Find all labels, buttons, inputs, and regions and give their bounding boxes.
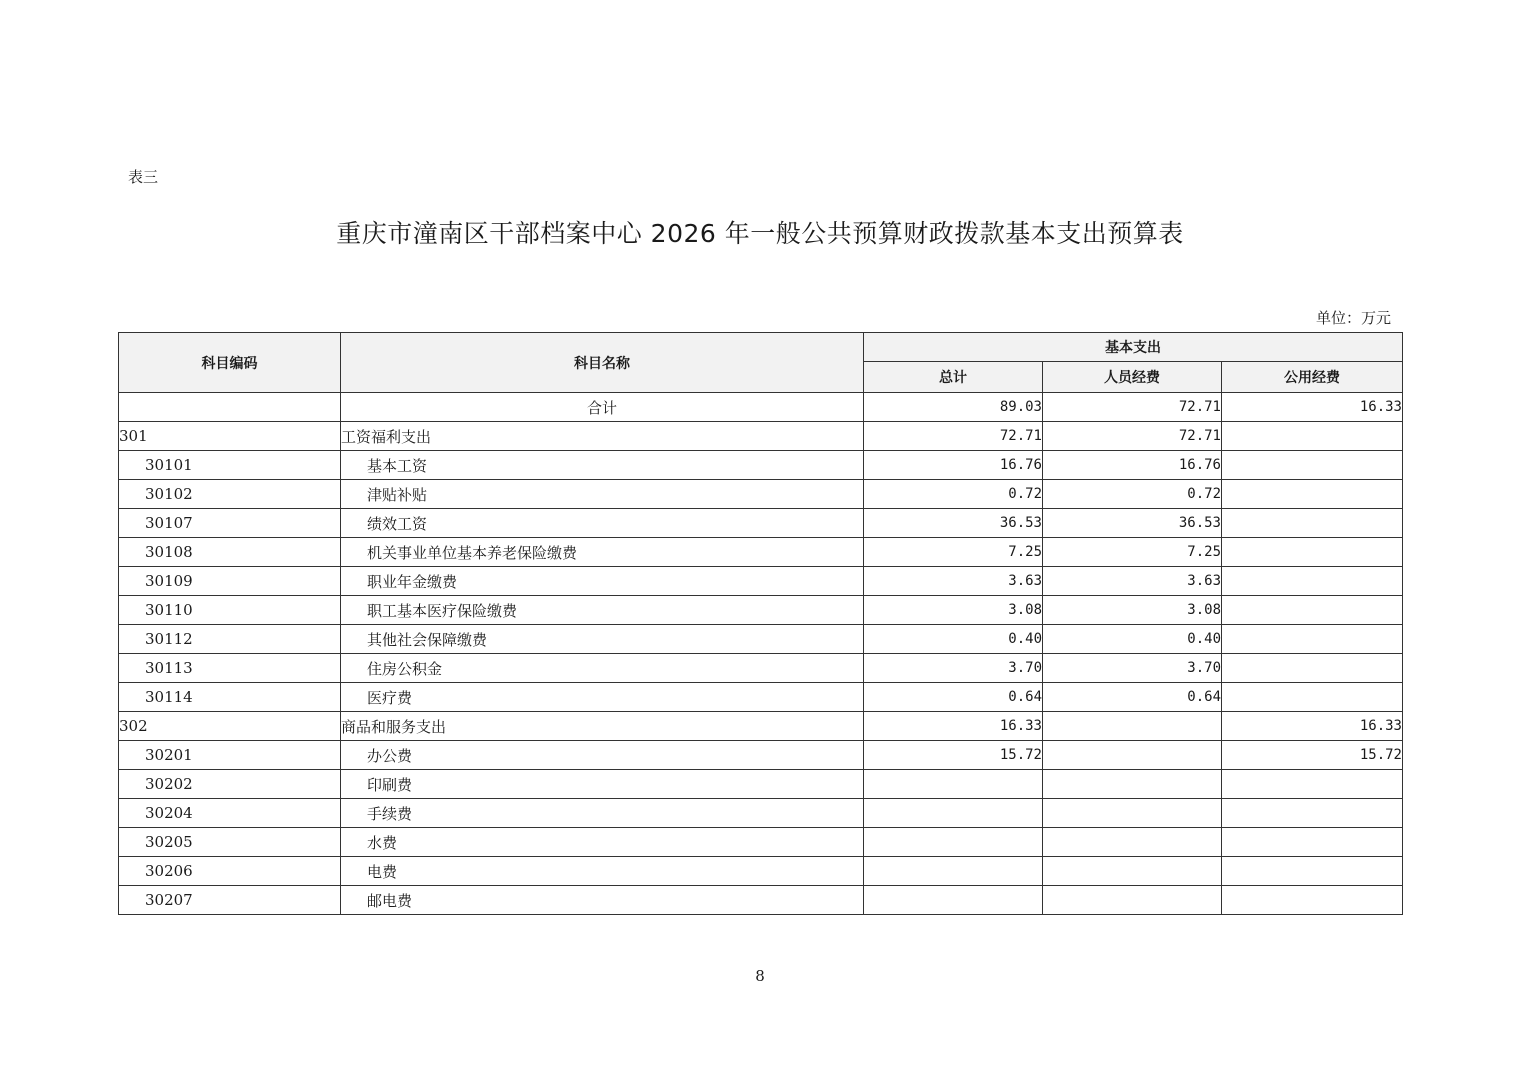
cell-public-expense <box>1222 857 1403 886</box>
table-body <box>119 393 1403 915</box>
cell-total: 0.72 <box>864 480 1043 509</box>
cell-total: 16.76 <box>864 451 1043 480</box>
cell-public-expense <box>1222 770 1403 799</box>
cell-total: 36.53 <box>864 509 1043 538</box>
cell-subject-name: 工资福利支出 <box>341 422 864 451</box>
cell-personnel-expense: 3.70 <box>1043 654 1222 683</box>
table-row <box>119 799 1403 828</box>
cell-subject-name: 住房公积金 <box>341 654 864 683</box>
cell-subject-code: 30114 <box>119 683 341 712</box>
header-subject-code: 科目编码 <box>119 333 341 393</box>
cell-personnel-expense: 7.25 <box>1043 538 1222 567</box>
cell-subject-code: 30202 <box>119 770 341 799</box>
cell-subject-code: 30207 <box>119 886 341 915</box>
table-row <box>119 712 1403 741</box>
cell-subject-name: 电费 <box>341 857 864 886</box>
unit-label: 单位：万元 <box>1315 309 1391 327</box>
cell-public-expense: 16.33 <box>1222 393 1403 422</box>
cell-public-expense <box>1222 451 1403 480</box>
cell-public-expense <box>1222 538 1403 567</box>
cell-subject-name: 印刷费 <box>341 770 864 799</box>
cell-public-expense <box>1222 886 1403 915</box>
cell-subject-code: 30107 <box>119 509 341 538</box>
cell-subject-name: 绩效工资 <box>341 509 864 538</box>
cell-subject-code: 30109 <box>119 567 341 596</box>
cell-subject-code: 30204 <box>119 799 341 828</box>
cell-public-expense: 15.72 <box>1222 741 1403 770</box>
cell-personnel-expense: 0.72 <box>1043 480 1222 509</box>
cell-subject-code: 302 <box>119 712 341 741</box>
cell-total: 3.70 <box>864 654 1043 683</box>
table-row <box>119 480 1403 509</box>
cell-personnel-expense: 0.64 <box>1043 683 1222 712</box>
cell-personnel-expense <box>1043 886 1222 915</box>
cell-public-expense <box>1222 799 1403 828</box>
cell-public-expense <box>1222 625 1403 654</box>
cell-personnel-expense <box>1043 770 1222 799</box>
cell-personnel-expense: 0.40 <box>1043 625 1222 654</box>
cell-personnel-expense: 3.08 <box>1043 596 1222 625</box>
cell-public-expense <box>1222 828 1403 857</box>
cell-total: 15.72 <box>864 741 1043 770</box>
cell-subject-name: 职工基本医疗保险缴费 <box>341 596 864 625</box>
table-row <box>119 538 1403 567</box>
table-row <box>119 741 1403 770</box>
table-row <box>119 654 1403 683</box>
header-total: 总计 <box>864 362 1043 393</box>
cell-subject-code: 30205 <box>119 828 341 857</box>
cell-total: 0.64 <box>864 683 1043 712</box>
cell-subject-name: 手续费 <box>341 799 864 828</box>
cell-subject-name: 邮电费 <box>341 886 864 915</box>
cell-total <box>864 799 1043 828</box>
cell-personnel-expense: 36.53 <box>1043 509 1222 538</box>
cell-public-expense <box>1222 480 1403 509</box>
cell-subject-code: 30201 <box>119 741 341 770</box>
cell-subject-name: 水费 <box>341 828 864 857</box>
header-basic-expenditure: 基本支出 <box>864 333 1403 362</box>
cell-public-expense <box>1222 683 1403 712</box>
header-public-expense: 公用经费 <box>1222 362 1403 393</box>
table-number-label: 表三 <box>128 168 159 186</box>
cell-personnel-expense: 72.71 <box>1043 422 1222 451</box>
cell-subject-name: 办公费 <box>341 741 864 770</box>
cell-public-expense <box>1222 422 1403 451</box>
header-personnel-expense: 人员经费 <box>1043 362 1222 393</box>
cell-total: 3.08 <box>864 596 1043 625</box>
cell-total <box>864 857 1043 886</box>
cell-subject-code: 30113 <box>119 654 341 683</box>
cell-total: 89.03 <box>864 393 1043 422</box>
cell-subject-name: 津贴补贴 <box>341 480 864 509</box>
cell-total <box>864 828 1043 857</box>
table-row <box>119 770 1403 799</box>
cell-subject-code: 30102 <box>119 480 341 509</box>
cell-subject-code: 30110 <box>119 596 341 625</box>
cell-personnel-expense <box>1043 799 1222 828</box>
cell-total <box>864 770 1043 799</box>
table-row <box>119 509 1403 538</box>
cell-total: 7.25 <box>864 538 1043 567</box>
cell-personnel-expense: 72.71 <box>1043 393 1222 422</box>
cell-subject-code: 30112 <box>119 625 341 654</box>
table-row <box>119 422 1403 451</box>
table-row <box>119 393 1403 422</box>
cell-subject-name: 商品和服务支出 <box>341 712 864 741</box>
page-number: 8 <box>755 967 765 985</box>
cell-public-expense <box>1222 596 1403 625</box>
cell-total <box>864 886 1043 915</box>
table-row <box>119 828 1403 857</box>
cell-total: 0.40 <box>864 625 1043 654</box>
cell-subject-code: 301 <box>119 422 341 451</box>
document-title: 重庆市潼南区干部档案中心 2026 年一般公共预算财政拨款基本支出预算表 <box>336 219 1184 248</box>
table-row <box>119 596 1403 625</box>
cell-public-expense <box>1222 509 1403 538</box>
table-row <box>119 451 1403 480</box>
cell-subject-code <box>119 393 341 422</box>
cell-total: 72.71 <box>864 422 1043 451</box>
table-row <box>119 857 1403 886</box>
cell-personnel-expense <box>1043 828 1222 857</box>
cell-total: 16.33 <box>864 712 1043 741</box>
cell-personnel-expense <box>1043 857 1222 886</box>
cell-subject-name: 职业年金缴费 <box>341 567 864 596</box>
cell-public-expense <box>1222 654 1403 683</box>
cell-subject-code: 30101 <box>119 451 341 480</box>
cell-subject-code: 30108 <box>119 538 341 567</box>
cell-personnel-expense: 3.63 <box>1043 567 1222 596</box>
cell-total: 3.63 <box>864 567 1043 596</box>
cell-personnel-expense <box>1043 741 1222 770</box>
cell-subject-name: 合计 <box>341 393 864 422</box>
table-row <box>119 683 1403 712</box>
cell-subject-name: 其他社会保障缴费 <box>341 625 864 654</box>
header-subject-name: 科目名称 <box>341 333 864 393</box>
cell-personnel-expense: 16.76 <box>1043 451 1222 480</box>
budget-table <box>118 332 1403 915</box>
cell-subject-name: 医疗费 <box>341 683 864 712</box>
cell-public-expense: 16.33 <box>1222 712 1403 741</box>
cell-subject-code: 30206 <box>119 857 341 886</box>
cell-personnel-expense <box>1043 712 1222 741</box>
cell-subject-name: 机关事业单位基本养老保险缴费 <box>341 538 864 567</box>
table-row <box>119 567 1403 596</box>
cell-public-expense <box>1222 567 1403 596</box>
table-row <box>119 625 1403 654</box>
table-row <box>119 886 1403 915</box>
cell-subject-name: 基本工资 <box>341 451 864 480</box>
